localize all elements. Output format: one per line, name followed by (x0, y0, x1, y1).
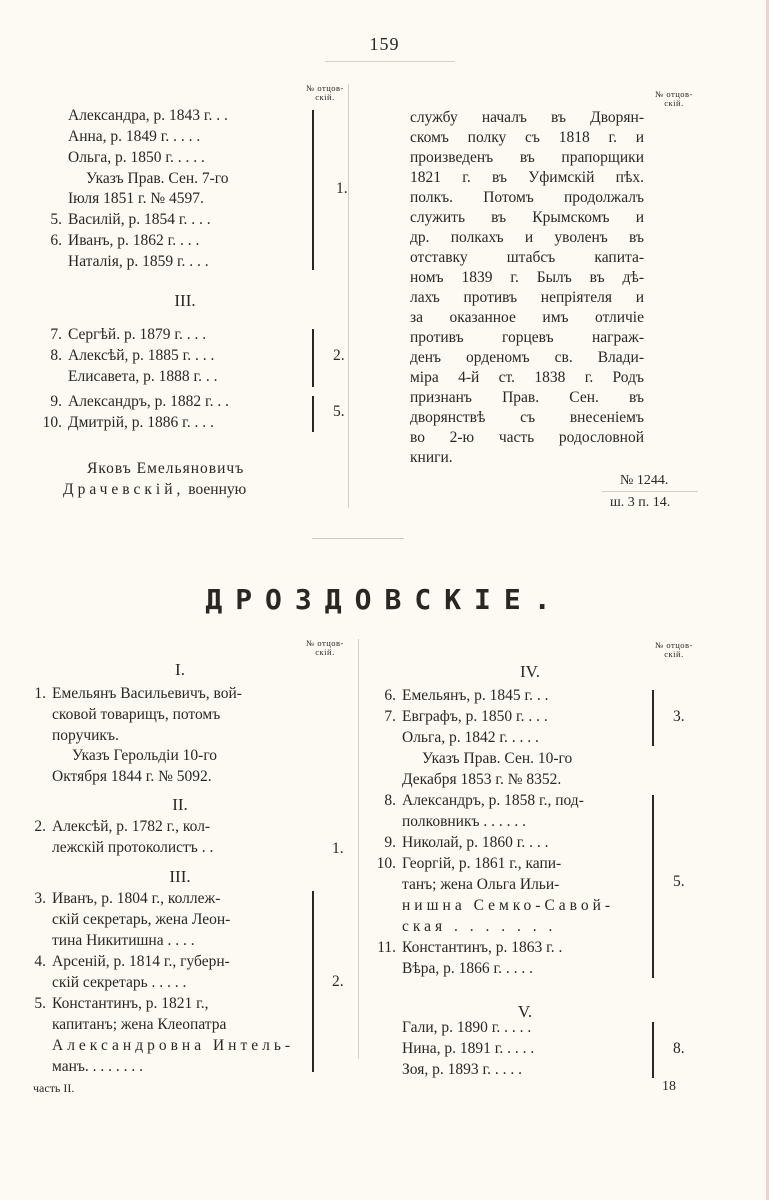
record-location: ш. 3 п. 14. (610, 495, 671, 510)
record-rule (602, 491, 698, 492)
entry-line: 2. Алексѣй, р. 1782 г., кол- (34, 818, 211, 835)
brace-gen4-group2 (652, 795, 654, 978)
brace-gen4-group1 (652, 690, 654, 746)
generation-label: III. (174, 291, 196, 310)
person-name-line: Драчевскій, военную (63, 481, 247, 498)
entry-line: 6. Емельянъ, р. 1845 г. . . (384, 687, 549, 704)
entry-line: Александровна Интель- (52, 1037, 295, 1054)
entry-line: Гали, р. 1890 г. . . . . (402, 1019, 532, 1036)
entry-line: ская . . . . . . . (402, 918, 557, 935)
group-ref: 8. (673, 1040, 685, 1057)
entry-line: скій секретарь, жена Леон- (52, 911, 231, 928)
entry-line: 8. Александръ, р. 1858 г., под- (384, 792, 584, 809)
family-title: ДРОЗДОВСКІЕ. (205, 583, 564, 616)
column-header-patronymic: № отцов- скій. (306, 638, 344, 657)
column-divider (348, 84, 349, 508)
entry-line: 10. Георгій, р. 1861 г., капи- (376, 855, 562, 872)
entry-line: 5. Константинъ, р. 1821 г., (34, 995, 209, 1012)
header-rule (325, 61, 455, 62)
group-ref: 2. (333, 347, 345, 364)
column-header-patronymic: № отцов- скій. (655, 89, 693, 108)
record-number: № 1244. (620, 473, 669, 488)
brace-group-3 (312, 396, 314, 432)
biography-paragraph: службу началъ въ Дворян- скомъ полку съ 1818 г. и произведенъ въ прапорщики 1821 г. въ Уфимскій пѣх. полкъ. Потомъ продолжалъ служить въ Крымскомъ и др. полкахъ и уволенъ въ отставку штабсъ капита- номъ 1839 г. Былъ въ дѣ- лахъ противъ непріятеля и за оказанное имъ отличіе противъ горцевъ награж- денъ орденомъ св. Влади- міра 4-й ст. 1838 г. Родъ признанъ Прав. Сен. въ дворянствѣ съ внесеніемъ во 2-ю часть родословной книги. (410, 109, 644, 466)
group-ref: 1. (332, 840, 344, 857)
decree-line: Декабря 1853 г. № 8352. (402, 771, 562, 788)
decree-line: Указъ Герольдіи 10-го (72, 747, 218, 764)
entry-line: Зоя, р. 1893 г. . . . . (402, 1061, 522, 1078)
decree-line: Іюля 1851 г. № 4597. (68, 190, 204, 207)
generation-label: V. (517, 1002, 533, 1021)
entry-line: 11. Константинъ, р. 1863 г. . (377, 939, 563, 956)
entry-line: нишна Семко-Савой- (402, 897, 615, 914)
entry-line: 7. Сергѣй. р. 1879 г. . . . (50, 326, 207, 343)
entry-line: Наталія, р. 1859 г. . . . (68, 253, 209, 270)
entry-line: 6. Иванъ, р. 1862 г. . . . (50, 232, 200, 249)
entry-line: Вѣра, р. 1866 г. . . . . (402, 960, 533, 977)
brace-group-2 (312, 329, 314, 387)
brace-group-gen3 (312, 891, 314, 1072)
section-separator (312, 538, 404, 539)
entry-line: 9. Николай, р. 1860 г. . . . (384, 834, 549, 851)
entry-line: 1. Емельянъ Васильевичъ, вой- (34, 685, 242, 702)
page-number: 159 (369, 34, 400, 54)
entry-line: 10. Дмитрій, р. 1886 г. . . . (42, 414, 214, 431)
entry-line: Елисавета, р. 1888 г. . . (68, 368, 218, 385)
brace-gen5 (652, 1022, 654, 1078)
signature-number: 18 (662, 1079, 676, 1094)
column-divider (358, 639, 359, 1059)
entry-line: Анна, р. 1849 г. . . . . (68, 128, 201, 145)
entry-line: 5. Василій, р. 1854 г. . . . (50, 211, 211, 228)
part-label: часть II. (33, 1081, 75, 1095)
entry-line: 3. Иванъ, р. 1804 г., коллеж- (34, 890, 221, 907)
entry-line: 8. Алексѣй, р. 1885 г. . . . (50, 347, 215, 364)
group-ref: 2. (332, 973, 344, 990)
entry-line: поручикъ. (52, 727, 119, 744)
entry-line: Ольга, р. 1842 г. . . . . (402, 729, 539, 746)
generation-label: II. (172, 795, 188, 814)
group-ref: 3. (673, 708, 685, 725)
entry-line: Ольга, р. 1850 г. . . . . (68, 149, 205, 166)
brace-group-1 (312, 110, 314, 270)
entry-line: танъ; жена Ольга Ильи- (402, 876, 560, 893)
entry-line: 4. Арсеній, р. 1814 г., губерн- (34, 953, 230, 970)
entry-line: сковой товарищъ, потомъ (52, 706, 221, 723)
decree-line: Указъ Прав. Сен. 7-го (86, 170, 229, 187)
entry-line: Александра, р. 1843 г. . . (68, 107, 228, 124)
entry-line: 9. Александръ, р. 1882 г. . . (50, 393, 229, 410)
entry-line: скій секретарь . . . . . (52, 974, 187, 991)
entry-line: 7. Евграфъ, р. 1850 г. . . . (384, 708, 548, 725)
group-ref: 5. (333, 403, 345, 420)
entry-line: лежскій протоколистъ . . (52, 839, 214, 856)
entry-line: тина Никитишна . . . . (52, 932, 195, 949)
decree-line: Октября 1844 г. № 5092. (52, 768, 212, 785)
group-ref: 5. (673, 873, 685, 890)
entry-line: манъ. . . . . . . . (52, 1058, 144, 1075)
entry-line: полковникъ . . . . . . (402, 813, 527, 830)
person-name-line: Яковъ Емельяновичъ (87, 460, 245, 477)
entry-line: капитанъ; жена Клеопатра (52, 1016, 227, 1033)
generation-label: IV. (520, 662, 540, 681)
column-header-patronymic: № отцов- скій. (306, 83, 344, 102)
entry-line: Нина, р. 1891 г. . . . . (402, 1040, 535, 1057)
column-header-patronymic: № отцов- скій. (655, 640, 693, 659)
decree-line: Указъ Прав. Сен. 10-го (422, 750, 573, 767)
generation-label: I. (175, 660, 185, 679)
generation-label: III. (169, 867, 191, 886)
group-ref: 1. (336, 180, 348, 197)
